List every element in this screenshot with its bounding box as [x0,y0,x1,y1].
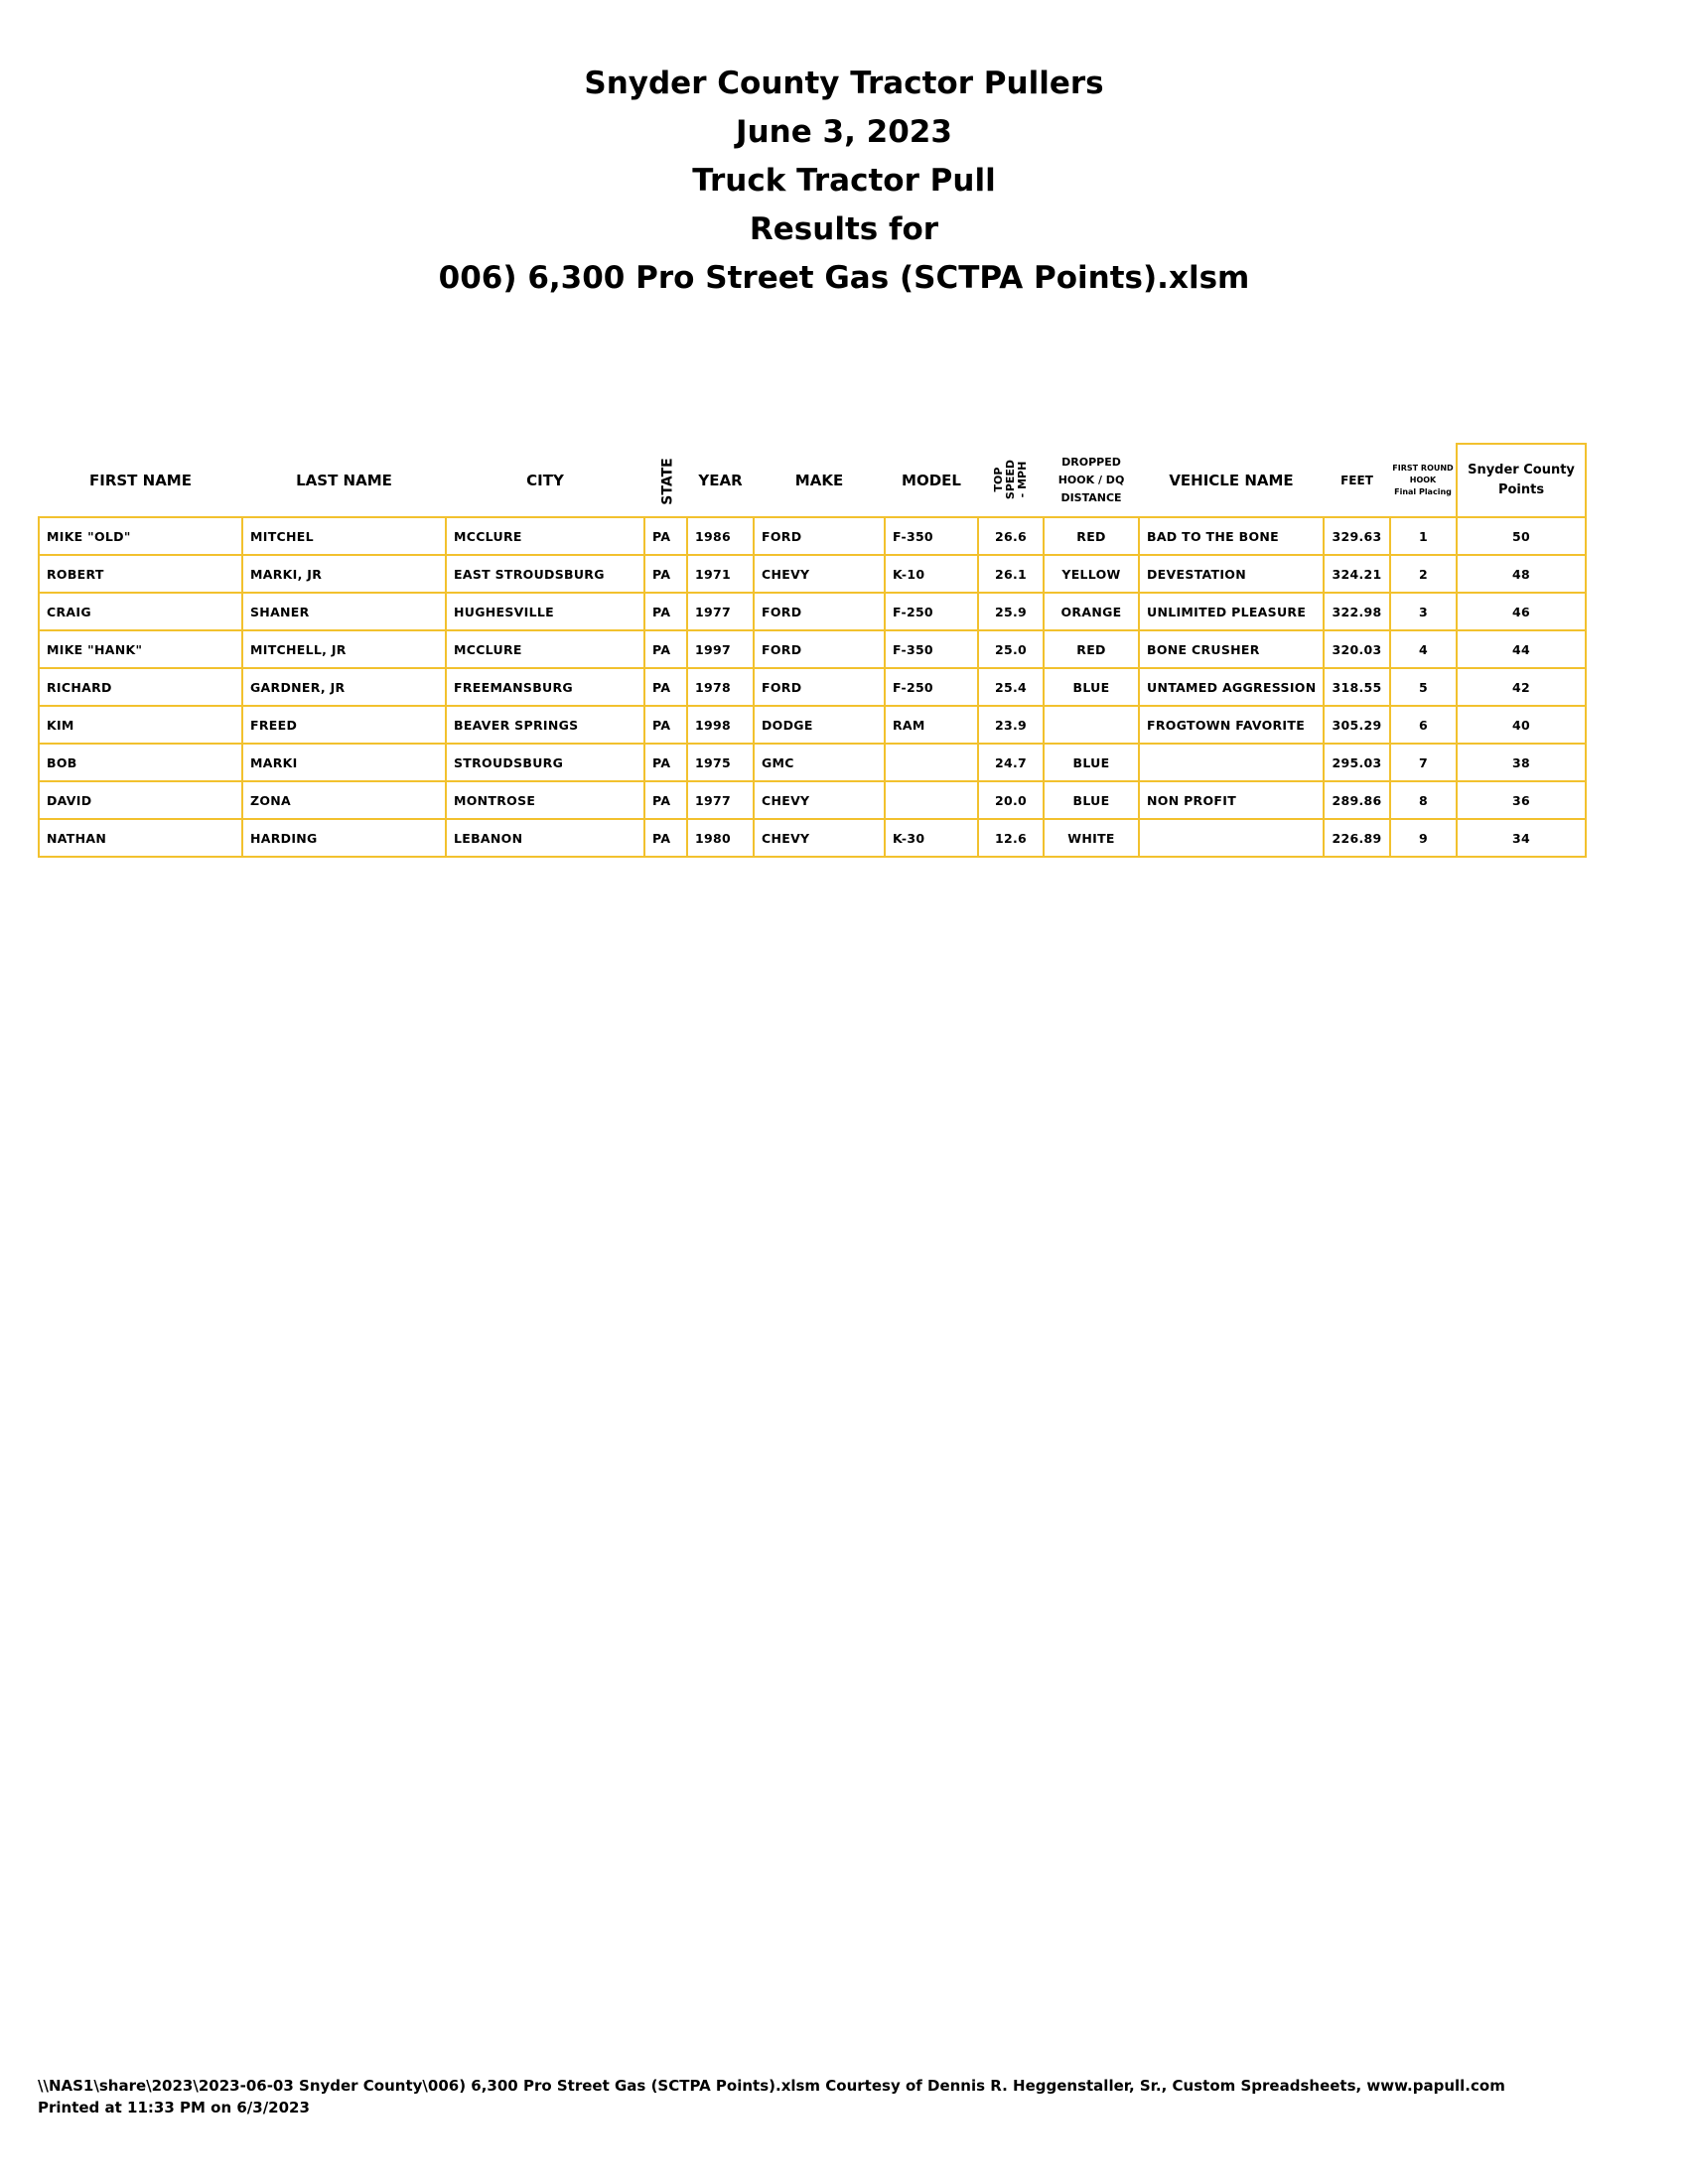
cell-top-speed: 25.4 [978,668,1044,706]
cell-placing: 2 [1390,555,1457,593]
cell-feet: 320.03 [1324,630,1390,668]
cell-vehicle-name [1139,744,1324,781]
header-state-label: STATE [659,457,676,505]
cell-dropped-hook: RED [1044,517,1139,555]
cell-placing: 8 [1390,781,1457,819]
cell-top-speed: 20.0 [978,781,1044,819]
cell-first-name: NATHAN [39,819,242,857]
cell-vehicle-name: UNLIMITED PLEASURE [1139,593,1324,630]
cell-vehicle-name: NON PROFIT [1139,781,1324,819]
cell-model: F-350 [885,630,978,668]
cell-state: PA [644,744,687,781]
table-row [39,517,1586,555]
header-state [644,444,687,517]
cell-feet: 289.86 [1324,781,1390,819]
cell-top-speed: 23.9 [978,706,1044,744]
cell-model [885,781,978,819]
cell-placing: 6 [1390,706,1457,744]
results-table [38,443,1587,858]
cell-points: 34 [1457,819,1586,857]
header-first-round-line3: Final Placing [1394,486,1452,496]
header-points-line2: Points [1497,482,1545,497]
cell-feet: 318.55 [1324,668,1390,706]
table-row [39,630,1586,668]
report-title [0,60,1688,303]
cell-dropped-hook [1044,706,1139,744]
cell-points: 38 [1457,744,1586,781]
cell-model: K-30 [885,819,978,857]
cell-make: CHEVY [754,555,885,593]
cell-city: HUGHESVILLE [446,593,644,630]
header-feet: FEET [1340,473,1373,487]
cell-points: 46 [1457,593,1586,630]
cell-top-speed: 25.9 [978,593,1044,630]
cell-dropped-hook: ORANGE [1044,593,1139,630]
header-dropped-hook [1044,444,1139,517]
cell-state: PA [644,630,687,668]
cell-first-name: BOB [39,744,242,781]
cell-first-name: MIKE "HANK" [39,630,242,668]
cell-points: 44 [1457,630,1586,668]
header-first-round-hook [1390,444,1457,517]
cell-vehicle-name: DEVESTATION [1139,555,1324,593]
cell-placing: 9 [1390,819,1457,857]
cell-year: 1978 [687,668,754,706]
cell-make: CHEVY [754,781,885,819]
cell-points: 48 [1457,555,1586,593]
cell-make: FORD [754,630,885,668]
table-row [39,555,1586,593]
cell-top-speed: 25.0 [978,630,1044,668]
cell-vehicle-name: UNTAMED AGGRESSION [1139,668,1324,706]
header-points [1457,444,1586,517]
title-class-file: 006) 6,300 Pro Street Gas (SCTPA Points).xlsm [438,260,1250,296]
cell-city: BEAVER SPRINGS [446,706,644,744]
cell-year: 1980 [687,819,754,857]
cell-top-speed: 24.7 [978,744,1044,781]
cell-last-name: HARDING [242,819,446,857]
title-date: June 3, 2023 [736,114,952,150]
cell-state: PA [644,593,687,630]
cell-year: 1977 [687,593,754,630]
title-results-for: Results for [749,211,939,247]
cell-city: STROUDSBURG [446,744,644,781]
cell-placing: 5 [1390,668,1457,706]
cell-feet: 305.29 [1324,706,1390,744]
cell-last-name: MITCHELL, JR [242,630,446,668]
header-year: YEAR [698,471,743,489]
cell-first-name: RICHARD [39,668,242,706]
cell-last-name: FREED [242,706,446,744]
cell-top-speed: 26.6 [978,517,1044,555]
cell-dropped-hook: YELLOW [1044,555,1139,593]
cell-first-name: CRAIG [39,593,242,630]
page-footer [38,2075,1505,2118]
cell-feet: 324.21 [1324,555,1390,593]
cell-dropped-hook: BLUE [1044,744,1139,781]
table-row [39,593,1586,630]
cell-city: MONTROSE [446,781,644,819]
cell-make: FORD [754,668,885,706]
header-make: MAKE [794,471,844,489]
cell-points: 50 [1457,517,1586,555]
cell-first-name: MIKE "OLD" [39,517,242,555]
table-row [39,781,1586,819]
cell-first-name: ROBERT [39,555,242,593]
cell-placing: 3 [1390,593,1457,630]
cell-model: K-10 [885,555,978,593]
cell-city: MCCLURE [446,630,644,668]
header-top-speed-line2: SPEED [1004,459,1017,500]
cell-last-name: MITCHEL [242,517,446,555]
cell-first-name: DAVID [39,781,242,819]
cell-feet: 322.98 [1324,593,1390,630]
cell-last-name: ZONA [242,781,446,819]
cell-feet: 226.89 [1324,819,1390,857]
header-first-name: FIRST NAME [89,471,192,489]
cell-points: 40 [1457,706,1586,744]
cell-state: PA [644,706,687,744]
cell-feet: 295.03 [1324,744,1390,781]
cell-state: PA [644,517,687,555]
table-row [39,706,1586,744]
cell-city: EAST STROUDSBURG [446,555,644,593]
cell-state: PA [644,819,687,857]
header-last-name: LAST NAME [296,471,392,489]
cell-top-speed: 12.6 [978,819,1044,857]
header-dropped-line1: DROPPED [1061,455,1121,469]
cell-model [885,744,978,781]
cell-placing: 4 [1390,630,1457,668]
cell-make: CHEVY [754,819,885,857]
footer-file-path: \\NAS1\share\2023\2023-06-03 Snyder County\006) 6,300 Pro Street Gas (SCTPA Points).xlsm Courtesy of Dennis R. Heggenstaller, Sr., Custom Spreadsheets, www.papull.com [38,2077,1505,2095]
cell-dropped-hook: WHITE [1044,819,1139,857]
header-points-line1: Snyder County [1468,463,1575,478]
title-event: Truck Tractor Pull [692,163,996,199]
cell-points: 42 [1457,668,1586,706]
cell-last-name: SHANER [242,593,446,630]
cell-year: 1975 [687,744,754,781]
cell-dropped-hook: BLUE [1044,668,1139,706]
cell-state: PA [644,555,687,593]
cell-points: 36 [1457,781,1586,819]
cell-last-name: MARKI [242,744,446,781]
cell-state: PA [644,668,687,706]
cell-placing: 7 [1390,744,1457,781]
header-vehicle-name: VEHICLE NAME [1169,471,1294,489]
header-top-speed-line3: - MPH [1016,461,1029,498]
header-top-speed-label [993,460,1029,499]
cell-model: F-250 [885,593,978,630]
cell-year: 1986 [687,517,754,555]
cell-vehicle-name: BONE CRUSHER [1139,630,1324,668]
header-top-speed-line1: TOP [992,467,1005,492]
cell-year: 1971 [687,555,754,593]
cell-vehicle-name: BAD TO THE BONE [1139,517,1324,555]
cell-city: LEBANON [446,819,644,857]
cell-vehicle-name [1139,819,1324,857]
title-club: Snyder County Tractor Pullers [584,66,1104,101]
table-row [39,668,1586,706]
cell-last-name: GARDNER, JR [242,668,446,706]
header-first-round-line1: FIRST ROUND [1392,463,1454,473]
cell-city: MCCLURE [446,517,644,555]
footer-printed-at: Printed at 11:33 PM on 6/3/2023 [38,2099,310,2116]
cell-model: F-350 [885,517,978,555]
cell-state: PA [644,781,687,819]
table-row [39,744,1586,781]
cell-city: FREEMANSBURG [446,668,644,706]
header-row [39,444,1586,517]
cell-last-name: MARKI, JR [242,555,446,593]
cell-dropped-hook: RED [1044,630,1139,668]
cell-year: 1997 [687,630,754,668]
header-dropped-line2: HOOK / DQ [1057,473,1125,486]
cell-placing: 1 [1390,517,1457,555]
cell-make: GMC [754,744,885,781]
header-model: MODEL [902,471,961,489]
cell-make: FORD [754,593,885,630]
cell-top-speed: 26.1 [978,555,1044,593]
header-top-speed [978,444,1044,517]
cell-model: F-250 [885,668,978,706]
cell-year: 1977 [687,781,754,819]
cell-year: 1998 [687,706,754,744]
header-city: CITY [526,471,564,489]
cell-vehicle-name: FROGTOWN FAVORITE [1139,706,1324,744]
cell-make: FORD [754,517,885,555]
header-dropped-line3: DISTANCE [1060,490,1122,504]
cell-feet: 329.63 [1324,517,1390,555]
cell-make: DODGE [754,706,885,744]
cell-first-name: KIM [39,706,242,744]
table-row [39,819,1586,857]
header-first-round-line2: HOOK [1409,475,1437,484]
cell-dropped-hook: BLUE [1044,781,1139,819]
cell-model: RAM [885,706,978,744]
